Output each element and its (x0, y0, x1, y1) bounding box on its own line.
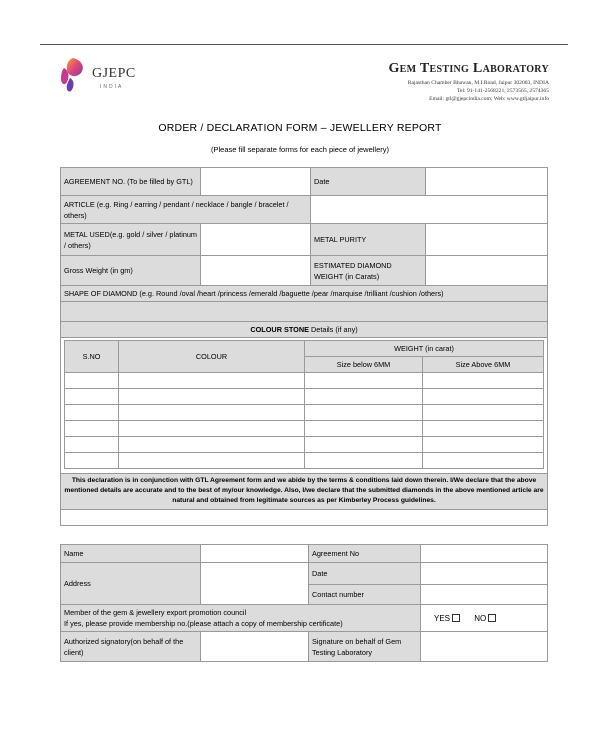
date-footer-field[interactable] (421, 563, 548, 585)
footer-table (60, 544, 548, 662)
metal-used-label: METAL USED(e.g. gold / silver / platinum / others) (61, 224, 201, 256)
membership-label (61, 605, 421, 632)
address-label: Address (61, 563, 201, 605)
name-label: Name (61, 545, 201, 563)
agreement-no-footer-field[interactable] (421, 545, 548, 563)
agreement-no-label: AGREEMENT NO. (To be filled by GTL) (61, 168, 201, 196)
gross-weight-field[interactable] (201, 256, 311, 286)
size-below-header: Size below 6MM (305, 357, 423, 373)
gtl-signature-label: Signature on behalf of Gem Testing Laboratory (309, 632, 421, 662)
article-label: ARTICLE (e.g. Ring / earring / pendant / necklace / bangle / bracelet / others) (61, 196, 311, 224)
colour-stone-title (61, 322, 548, 338)
date-footer-label: Date (309, 563, 421, 585)
address-field[interactable] (201, 563, 309, 605)
gjepc-logo-icon (58, 56, 88, 94)
colour-stone-table (60, 321, 548, 338)
size-above-header: Size Above 6MM (423, 357, 544, 373)
details-table (60, 167, 548, 324)
declaration-spacer (61, 509, 548, 525)
lab-email: Email: gtl@gjepcindia.com; Web: www.gtljaipur.info (429, 96, 549, 102)
estimated-weight-field[interactable] (426, 256, 548, 286)
contact-number-label: Contact number (309, 585, 421, 605)
colour-stone-frame (61, 337, 548, 473)
metal-used-field[interactable] (201, 224, 311, 256)
lab-phone: Tel: 91-141-2568221, 2573565, 2574365 (456, 88, 549, 94)
lab-address: Rajasthan Chamber Bhawan, M.I.Road, Jaipur 302003, INDIA (407, 80, 549, 86)
weight-header: WEIGHT (in carat) (305, 341, 544, 357)
agreement-no-footer-label: Agreement No (309, 545, 421, 563)
name-field[interactable] (201, 545, 309, 563)
yes-label: YES (434, 613, 451, 623)
header-rule (40, 44, 568, 45)
colour-stone-title-rest: Details (if any) (309, 325, 358, 334)
gross-weight-label: Gross Weight (in gm) (61, 256, 201, 286)
article-field[interactable] (311, 196, 548, 224)
membership-options (421, 605, 548, 632)
date-label: Date (311, 168, 426, 196)
lab-name: Gem Testing Laboratory (388, 61, 549, 76)
colour-stone-title-bold: COLOUR STONE (250, 325, 309, 334)
sno-header: S.NO (65, 341, 119, 373)
authorized-signatory-field[interactable] (201, 632, 309, 662)
metal-purity-field[interactable] (426, 224, 548, 256)
metal-purity-label: METAL PURITY (311, 224, 426, 256)
declaration-text: This declaration is in conjunction with GTL Agreement form and we abide by the terms & conditions laid down therein. I/We declare that the above mentioned details are accurate and to the best of my/our knowledge. Also, I/we declare that the submitted diamonds in the above mentioned article are natural and obtained from legitimate sources as per Kimberley Process guidelines. (61, 473, 548, 509)
contact-number-field[interactable] (421, 585, 548, 605)
gtl-signature-field[interactable] (421, 632, 548, 662)
logo-subtext: INDIA (100, 84, 124, 90)
shape-label: SHAPE OF DIAMOND (e.g. Round /oval /heart /princess /emerald /baguette /pear /marquise /trilliant /cushion /others) (61, 286, 548, 302)
membership-line-2: If yes, please provide membership no.(please attach a copy of membership certificate) (64, 619, 343, 628)
authorized-signatory-label: Authorized signatory(on behalf of the client) (61, 632, 201, 662)
logo-text: GJEPC (92, 66, 136, 81)
form-title: ORDER / DECLARATION FORM – JEWELLERY REPORT (158, 122, 442, 134)
membership-line-1: Member of the gem & jewellery export promotion council (64, 608, 247, 617)
colour-header: COLOUR (119, 341, 305, 373)
date-field[interactable] (426, 168, 548, 196)
yes-checkbox[interactable] (452, 614, 460, 622)
no-label: NO (474, 613, 487, 623)
agreement-no-field[interactable] (201, 168, 311, 196)
declaration-table (60, 337, 548, 526)
estimated-weight-label: ESTIMATED DIAMOND WEIGHT (in Carats) (311, 256, 426, 286)
no-checkbox[interactable] (488, 614, 496, 622)
form-subtitle: (Please fill separate forms for each piece of jewellery) (211, 145, 389, 154)
